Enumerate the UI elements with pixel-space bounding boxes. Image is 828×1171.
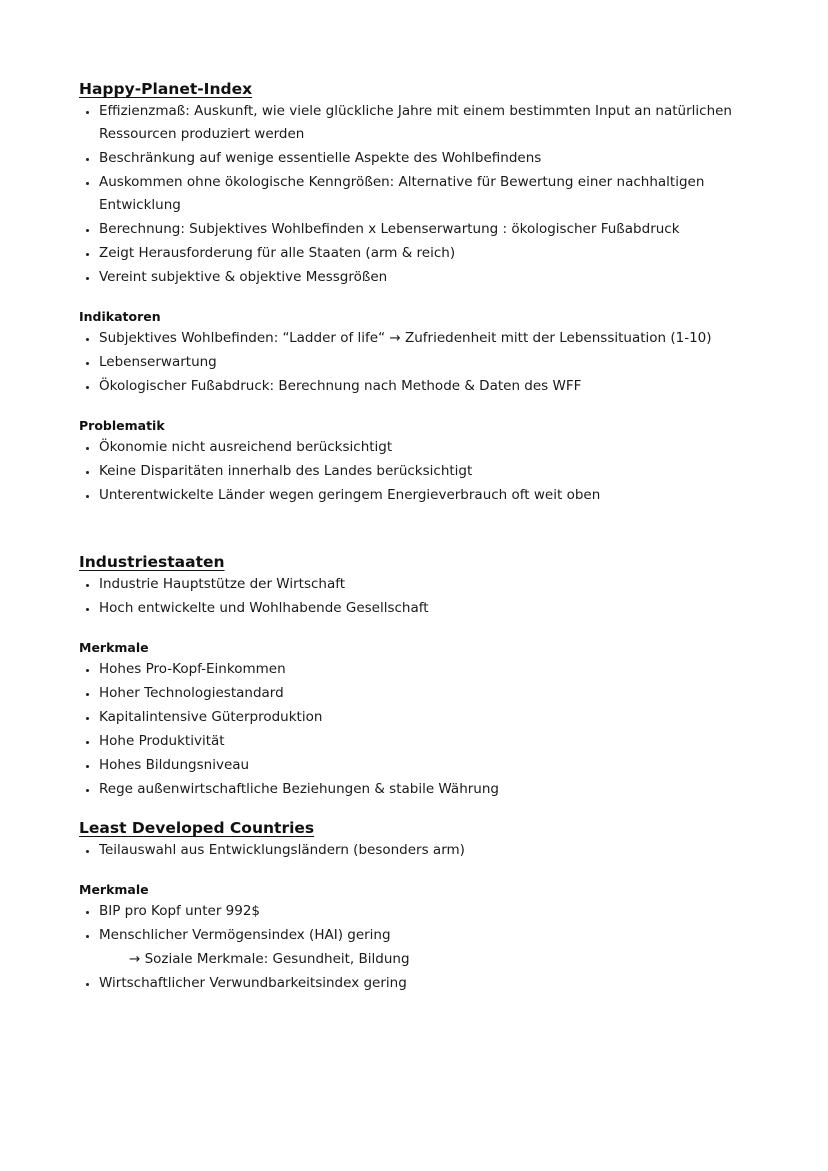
list-item: Unterentwickelte Länder wegen geringem Energieverbrauch oft weit oben [79, 484, 779, 507]
list-item: Keine Disparitäten innerhalb des Landes berücksichtigt [79, 460, 779, 483]
sub-note: → Soziale Merkmale: Gesundheit, Bildung [129, 951, 410, 967]
bullet-list [79, 436, 779, 507]
list-item: Beschränkung auf wenige essentielle Aspekte des Wohlbefindens [79, 147, 779, 170]
list-item: Lebenserwartung [79, 351, 779, 374]
section-happy-planet-index [79, 78, 779, 507]
list-item: Hohes Bildungsniveau [79, 754, 779, 777]
bullet-list [79, 327, 779, 398]
section-title: Industriestaaten [79, 553, 225, 571]
section-industriestaaten [79, 551, 779, 801]
list-item: Berechnung: Subjektives Wohlbefinden x Lebenserwartung : ökologischer Fußabdruck [79, 218, 779, 241]
list-item: Hoch entwickelte und Wohlhabende Gesellschaft [79, 597, 779, 620]
list-item: Menschlicher Vermögensindex (HAI) gering [79, 924, 779, 947]
list-item: Rege außenwirtschaftliche Beziehungen & stabile Währung [79, 778, 779, 801]
list-item: Hoher Technologiestandard [79, 682, 779, 705]
bullet-list [79, 839, 779, 862]
bullet-list [79, 100, 779, 289]
list-item: Subjektives Wohlbefinden: “Ladder of life“ → Zufriedenheit mitt der Lebenssituation (1-10) [79, 327, 779, 350]
section-title: Least Developed Countries [79, 819, 315, 837]
section-title: Happy-Planet-Index [79, 80, 253, 98]
list-item: Hohes Pro-Kopf-Einkommen [79, 658, 779, 681]
list-item: Kapitalintensive Güterproduktion [79, 706, 779, 729]
subheading-problems: Problematik [79, 418, 165, 433]
list-item: Auskommen ohne ökologische Kenngrößen: Alternative für Bewertung einer nachhaltigen Entwicklung [79, 171, 779, 217]
subheading-indicators: Indikatoren [79, 309, 161, 324]
bullet-list [79, 573, 779, 620]
list-item: BIP pro Kopf unter 992$ [79, 900, 779, 923]
list-item: Industrie Hauptstütze der Wirtschaft [79, 573, 779, 596]
bullet-list [79, 900, 779, 947]
bullet-list [79, 972, 779, 995]
list-item: Vereint subjektive & objektive Messgrößen [79, 266, 779, 289]
list-item: Wirtschaftlicher Verwundbarkeitsindex gering [79, 972, 779, 995]
section-least-developed-countries [79, 817, 779, 995]
list-item: Ökologischer Fußabdruck: Berechnung nach Methode & Daten des WFF [79, 375, 779, 398]
list-item: Ökonomie nicht ausreichend berücksichtigt [79, 436, 779, 459]
bullet-list [79, 658, 779, 801]
document-page [79, 78, 779, 996]
list-item: Hohe Produktivität [79, 730, 779, 753]
subheading-features: Merkmale [79, 882, 149, 897]
list-item: Effizienzmaß: Auskunft, wie viele glückliche Jahre mit einem bestimmten Input an natürlichen Ressourcen produziert werden [79, 100, 779, 146]
list-item: Zeigt Herausforderung für alle Staaten (arm & reich) [79, 242, 779, 265]
subheading-features: Merkmale [79, 640, 149, 655]
list-item: Teilauswahl aus Entwicklungsländern (besonders arm) [79, 839, 779, 862]
